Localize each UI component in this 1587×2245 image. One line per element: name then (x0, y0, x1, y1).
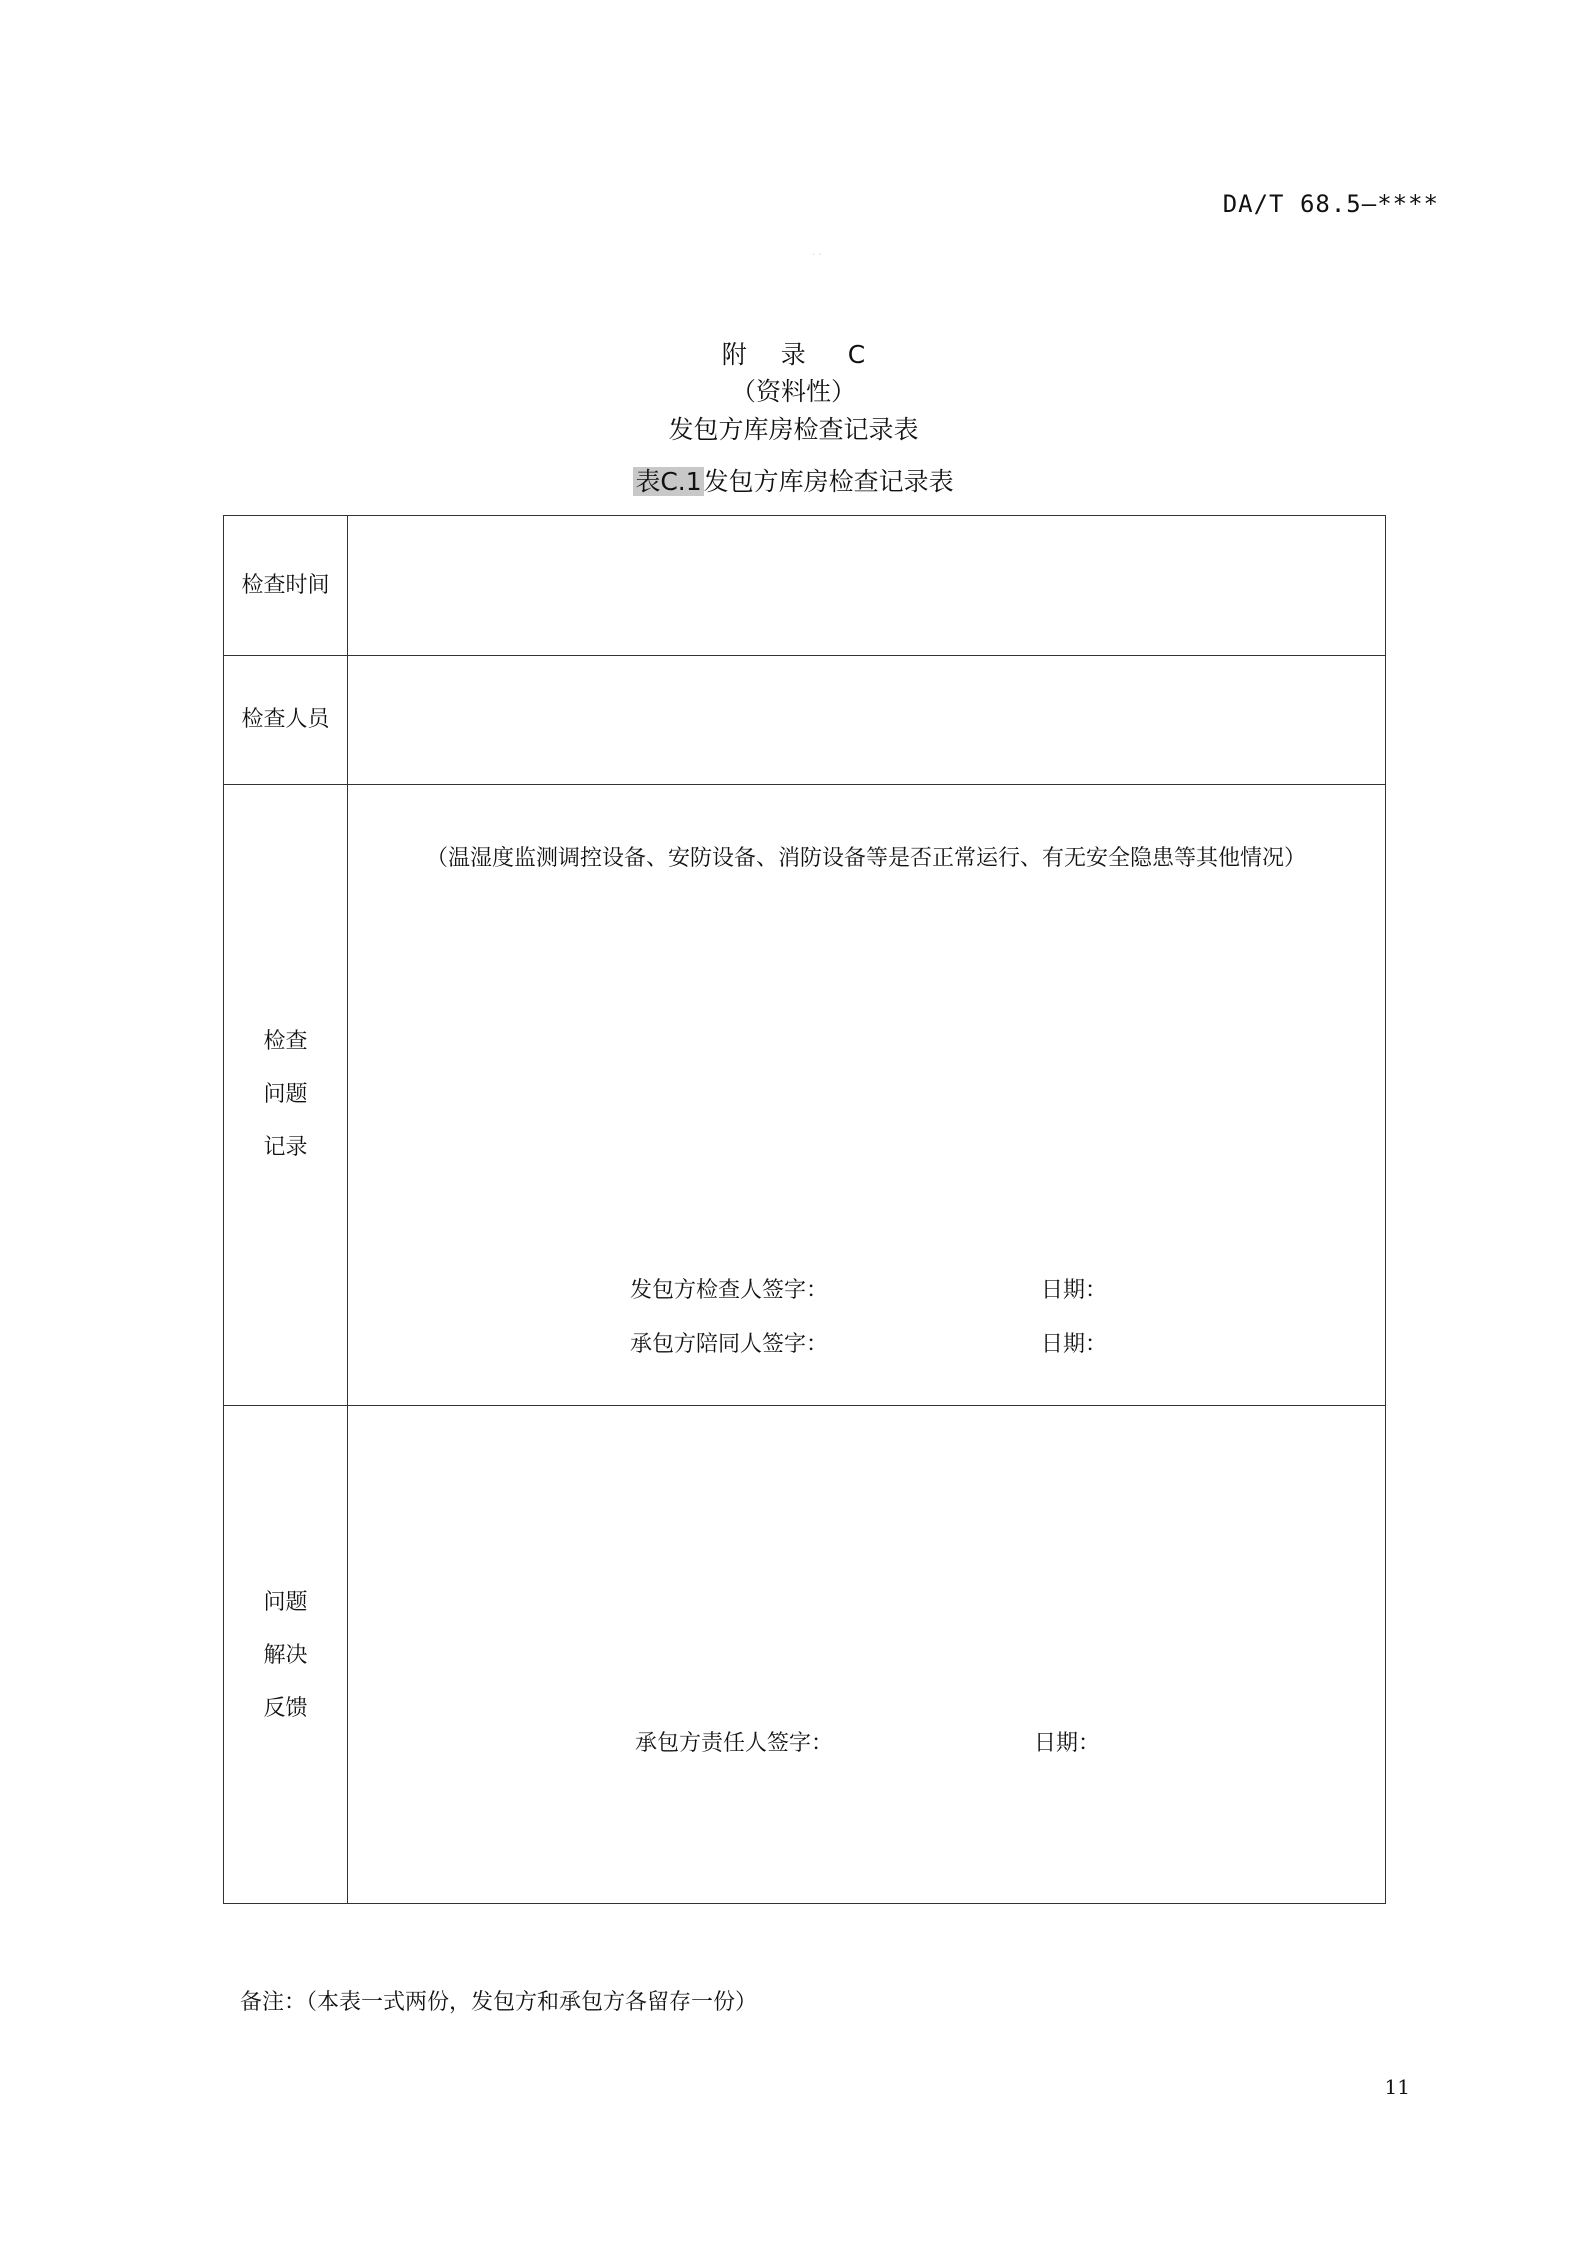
label-line: 问题 (263, 1589, 308, 1615)
inspection-form-table (223, 515, 1386, 1904)
contractor-companion-date-label: 日期： (1041, 1332, 1108, 1357)
row-divider (224, 784, 1385, 785)
table-caption (0, 462, 1587, 498)
row-divider (224, 1405, 1385, 1406)
label-problem-record (224, 784, 347, 1405)
contractor-companion-signature-label: 承包方陪同人签字： (630, 1332, 829, 1357)
employer-inspector-date-label: 日期： (1041, 1278, 1108, 1303)
label-inspection-time: 检查时间 (241, 573, 330, 598)
label-line: 解决 (263, 1642, 308, 1668)
label-line: 记录 (263, 1135, 308, 1160)
faint-mark: · · (812, 250, 822, 261)
appendix-title-part: 附 (721, 340, 747, 369)
label-inspectors: 检查人员 (241, 707, 330, 732)
label-line: 反馈 (263, 1695, 308, 1721)
form-title: 发包方库房检查记录表 (668, 415, 919, 444)
label-line: 问题 (263, 1082, 308, 1107)
page-number: 11 (1384, 2075, 1410, 2099)
remark-note: 备注：（本表一式两份，发包方和承包方各留存一份） (240, 1990, 758, 2015)
contractor-responsible-signature-label: 承包方责任人签字： (635, 1731, 834, 1756)
appendix-title-part: C (847, 340, 866, 369)
table-caption-title: 发包方库房检查记录表 (703, 467, 954, 496)
contractor-responsible-date-label: 日期： (1034, 1731, 1101, 1756)
label-resolution-feedback (224, 1405, 347, 1905)
label-line: 检查 (263, 1029, 308, 1054)
employer-inspector-signature-label: 发包方检查人签字： (630, 1278, 829, 1303)
column-divider (347, 516, 348, 1903)
document-code: DA/T 68.5—**** (1222, 190, 1439, 218)
appendix-nature: （资料性） (730, 377, 856, 406)
table-caption-number: 表C.1 (635, 467, 702, 496)
appendix-title-part: 录 (780, 340, 806, 369)
record-instructions: （温湿度监测调控设备、安防设备、消防设备等是否正常运行、有无安全隐患等其他情况） (425, 846, 1306, 871)
row-divider (224, 655, 1385, 656)
appendix-title (0, 335, 1587, 371)
